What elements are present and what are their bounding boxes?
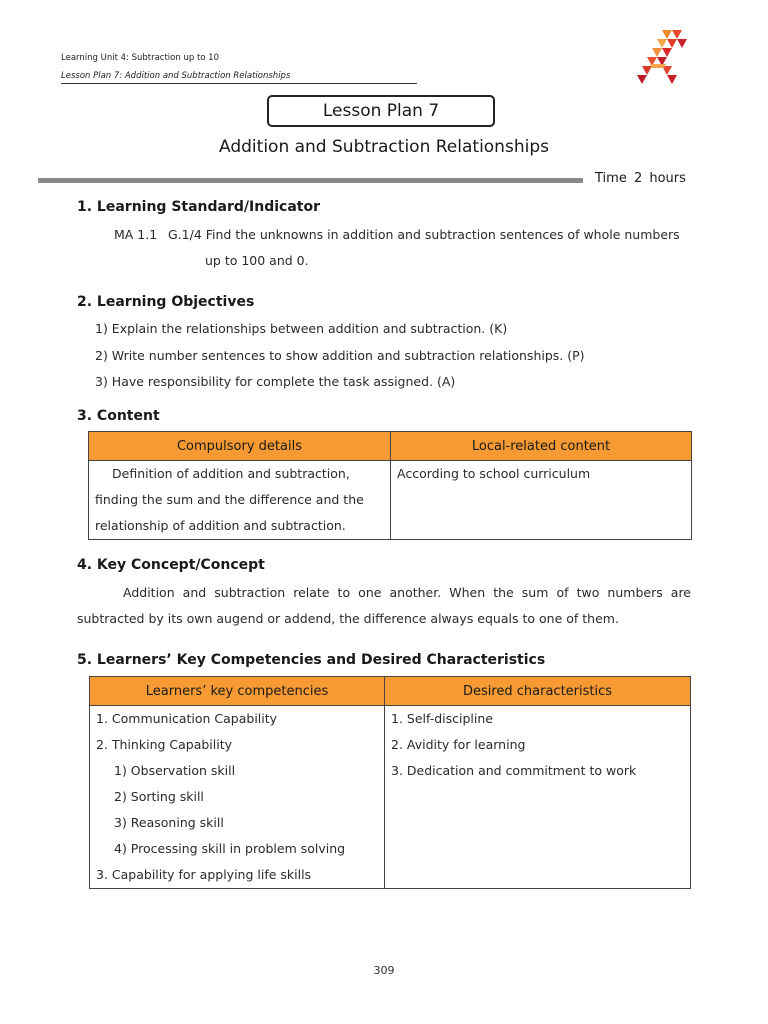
characteristic-item: 1. Self-discipline (391, 711, 493, 726)
header-plan: Lesson Plan 7: Addition and Subtraction Relationships (61, 71, 291, 81)
publisher-logo-icon (632, 28, 694, 86)
content-col-compulsory: Compulsory details (89, 432, 391, 461)
characteristics-right-cell (385, 706, 691, 889)
content-local-cell: According to school curriculum (391, 461, 692, 540)
content-col-local: Local-related content (391, 432, 692, 461)
competency-subitem: 1) Observation skill (114, 763, 236, 778)
competency-table (89, 676, 691, 889)
section-1-heading: 1. Learning Standard/Indicator (77, 199, 320, 215)
competency-item: 3. Capability for applying life skills (96, 867, 312, 882)
objective-item: 2) Write number sentences to show addition and subtraction relationships. (P) (95, 348, 585, 363)
content-line: finding the sum and the difference and the (95, 492, 364, 507)
objective-item: 3) Have responsibility for complete the task assigned. (A) (95, 374, 456, 389)
indicator-line-1: G.1/4 Find the unknowns in addition and subtraction sentences of whole numbers (168, 227, 680, 242)
competency-subitem: 2) Sorting skill (114, 789, 204, 804)
characteristic-item: 2. Avidity for learning (391, 737, 526, 752)
content-line: Definition of addition and subtraction, (112, 466, 350, 481)
objective-item: 1) Explain the relationships between addition and subtraction. (K) (95, 321, 508, 336)
section-5-heading: 5. Learners’ Key Competencies and Desired Characteristics (77, 652, 546, 668)
competency-col-key: Learners’ key competencies (90, 677, 385, 706)
key-concept-text: Addition and subtraction relate to one another. When the sum of two numbers are subtracted by its own augend or addend, the difference always equals to one of them. (77, 585, 691, 626)
lesson-title-box: Lesson Plan 7 (267, 95, 495, 127)
title-rule (38, 178, 583, 183)
indicator-line-2: up to 100 and 0. (205, 253, 309, 268)
section-2-heading: 2. Learning Objectives (77, 294, 255, 310)
competency-item: 1. Communication Capability (96, 711, 278, 726)
competency-subitem: 4) Processing skill in problem solving (114, 841, 346, 856)
section-3-heading: 3. Content (77, 408, 160, 424)
page-number: 309 (373, 964, 395, 977)
characteristic-item: 3. Dedication and commitment to work (391, 763, 637, 778)
standard-code: MA 1.1 (114, 227, 158, 242)
content-table (88, 431, 692, 540)
lesson-subtitle: Addition and Subtraction Relationships (219, 137, 549, 157)
section-4-heading: 4. Key Concept/Concept (77, 557, 265, 573)
content-line: relationship of addition and subtraction. (95, 518, 346, 533)
header-underline (61, 83, 417, 84)
competency-item: 2. Thinking Capability (96, 737, 233, 752)
header-unit: Learning Unit 4: Subtraction up to 10 (61, 53, 219, 63)
time-label: Time 2 hours (595, 171, 686, 186)
competency-left-cell (90, 706, 385, 889)
competency-col-desired: Desired characteristics (385, 677, 691, 706)
competency-subitem: 3) Reasoning skill (114, 815, 224, 830)
content-compulsory-cell (89, 461, 391, 540)
